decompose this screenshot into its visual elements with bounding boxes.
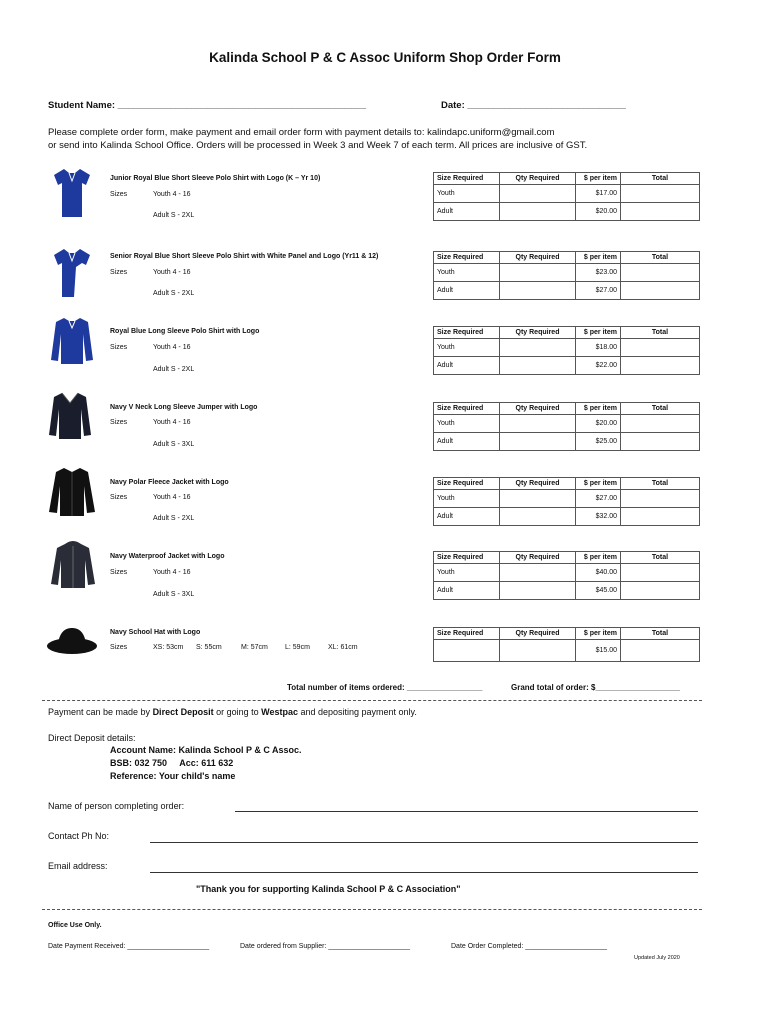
deposit-heading: Direct Deposit details:	[48, 733, 136, 743]
total-input[interactable]	[621, 640, 700, 662]
divider	[42, 700, 702, 701]
total-header: Total	[621, 628, 700, 640]
instructions-line-1: Please complete order form, make payment and email order form with payment details to: kalindapc.uniform@gmail.com	[48, 127, 555, 138]
size-cell: Youth	[434, 185, 500, 203]
name-input[interactable]	[235, 811, 698, 812]
qty-header: Qty Required	[500, 403, 576, 415]
date-field[interactable]: Date: ______________________________	[441, 100, 626, 111]
payment-text: and depositing payment only.	[297, 707, 417, 717]
price-cell: $17.00	[576, 185, 621, 203]
long-sleeve-polo-icon	[50, 316, 94, 366]
price-cell: $40.00	[576, 564, 621, 582]
price-cell: $18.00	[576, 339, 621, 357]
order-table	[433, 326, 700, 375]
size-header: Size Required	[434, 327, 500, 339]
total-input[interactable]	[621, 490, 700, 508]
size-cell: Adult	[434, 282, 500, 300]
qty-input[interactable]	[500, 282, 576, 300]
qty-input[interactable]	[500, 433, 576, 451]
hat-size-xs: XS: 53cm	[153, 644, 184, 651]
size-cell: Youth	[434, 264, 500, 282]
phone-input[interactable]	[150, 842, 698, 843]
instructions-line-2: or send into Kalinda School Office. Orders will be processed in Week 3 and Week 7 of each term. All prices are inclusive of GST.	[48, 140, 588, 151]
order-table	[433, 551, 700, 600]
product-title: Navy Waterproof Jacket with Logo	[110, 553, 225, 560]
date-ordered-field[interactable]: Date ordered from Supplier: _____________________	[240, 943, 411, 950]
youth-sizes: Youth 4 - 16	[153, 494, 191, 501]
email-label: Email address:	[48, 861, 108, 871]
size-cell: Youth	[434, 415, 500, 433]
divider	[42, 909, 702, 910]
westpac-text: Westpac	[261, 707, 298, 717]
bsb-account: BSB: 032 750 Acc: 611 632	[110, 758, 234, 768]
hat-size-xl: XL: 61cm	[328, 644, 358, 651]
total-header: Total	[621, 478, 700, 490]
sizes-label: Sizes	[110, 419, 128, 426]
size-header: Size Required	[434, 478, 500, 490]
adult-sizes: Adult S - 2XL	[153, 366, 195, 373]
price-cell: $25.00	[576, 433, 621, 451]
waterproof-jacket-icon	[50, 540, 96, 590]
adult-sizes: Adult S - 2XL	[153, 515, 195, 522]
size-cell: Adult	[434, 582, 500, 600]
qty-input[interactable]	[500, 185, 576, 203]
total-header: Total	[621, 327, 700, 339]
product-title: Navy School Hat with Logo	[110, 629, 201, 636]
price-cell: $20.00	[576, 203, 621, 221]
qty-header: Qty Required	[500, 173, 576, 185]
page-title: Kalinda School P & C Assoc Uniform Shop Order Form	[209, 50, 561, 65]
price-cell: $32.00	[576, 508, 621, 526]
order-table	[433, 627, 700, 662]
price-header: $ per item	[576, 628, 621, 640]
order-table	[433, 172, 700, 221]
size-cell: Youth	[434, 339, 500, 357]
grand-total-field[interactable]: Grand total of order: $___________________	[511, 683, 680, 692]
size-cell: Adult	[434, 433, 500, 451]
qty-input[interactable]	[500, 640, 576, 662]
sizes-label: Sizes	[110, 344, 128, 351]
size-cell: Adult	[434, 203, 500, 221]
qty-input[interactable]	[500, 508, 576, 526]
product-title: Royal Blue Long Sleeve Polo Shirt with Logo	[110, 328, 260, 335]
sizes-label: Sizes	[110, 644, 128, 651]
price-cell: $27.00	[576, 490, 621, 508]
qty-input[interactable]	[500, 415, 576, 433]
product-title: Junior Royal Blue Short Sleeve Polo Shirt with Logo (K – Yr 10)	[110, 175, 321, 182]
total-input[interactable]	[621, 582, 700, 600]
youth-sizes: Youth 4 - 16	[153, 419, 191, 426]
qty-header: Qty Required	[500, 252, 576, 264]
total-input[interactable]	[621, 185, 700, 203]
size-cell: Youth	[434, 490, 500, 508]
qty-input[interactable]	[500, 339, 576, 357]
size-cell: Adult	[434, 508, 500, 526]
qty-header: Qty Required	[500, 628, 576, 640]
price-header: $ per item	[576, 252, 621, 264]
product-title: Senior Royal Blue Short Sleeve Polo Shirt with White Panel and Logo (Yr11 & 12)	[110, 253, 379, 260]
fleece-jacket-icon	[48, 466, 96, 518]
size-header: Size Required	[434, 552, 500, 564]
total-header: Total	[621, 173, 700, 185]
price-cell: $27.00	[576, 282, 621, 300]
qty-input[interactable]	[500, 582, 576, 600]
reference: Reference: Your child's name	[110, 771, 236, 781]
phone-label: Contact Ph No:	[48, 831, 110, 841]
total-input[interactable]	[621, 264, 700, 282]
qty-header: Qty Required	[500, 552, 576, 564]
total-input[interactable]	[621, 433, 700, 451]
order-table	[433, 402, 700, 451]
size-header: Size Required	[434, 173, 500, 185]
qty-input[interactable]	[500, 357, 576, 375]
total-input[interactable]	[621, 282, 700, 300]
thank-you-message: "Thank you for supporting Kalinda School P & C Association"	[196, 884, 461, 894]
qty-input[interactable]	[500, 564, 576, 582]
school-hat-icon	[46, 624, 98, 656]
total-input[interactable]	[621, 357, 700, 375]
total-input[interactable]	[621, 508, 700, 526]
youth-sizes: Youth 4 - 16	[153, 191, 191, 198]
price-cell: $45.00	[576, 582, 621, 600]
price-cell: $23.00	[576, 264, 621, 282]
hat-size-s: S: 55cm	[196, 644, 222, 651]
instructions	[48, 126, 587, 152]
size-input[interactable]	[434, 640, 500, 662]
price-cell: $15.00	[576, 640, 621, 662]
jumper-icon	[48, 391, 92, 441]
youth-sizes: Youth 4 - 16	[153, 569, 191, 576]
sizes-label: Sizes	[110, 191, 128, 198]
adult-sizes: Adult S - 3XL	[153, 441, 195, 448]
size-cell: Youth	[434, 564, 500, 582]
price-header: $ per item	[576, 173, 621, 185]
payment-text: Payment can be made by	[48, 707, 153, 717]
total-input[interactable]	[621, 415, 700, 433]
size-header: Size Required	[434, 252, 500, 264]
hat-size-m: M: 57cm	[241, 644, 268, 651]
youth-sizes: Youth 4 - 16	[153, 269, 191, 276]
qty-header: Qty Required	[500, 478, 576, 490]
product-title: Navy V Neck Long Sleeve Jumper with Logo	[110, 404, 258, 411]
total-input[interactable]	[621, 203, 700, 221]
total-header: Total	[621, 252, 700, 264]
payment-line	[48, 707, 417, 717]
student-name-field[interactable]: Student Name: _______________________________________________	[48, 100, 366, 111]
total-header: Total	[621, 403, 700, 415]
sizes-label: Sizes	[110, 494, 128, 501]
size-header: Size Required	[434, 403, 500, 415]
adult-sizes: Adult S - 2XL	[153, 212, 195, 219]
sizes-label: Sizes	[110, 569, 128, 576]
email-input[interactable]	[150, 872, 698, 873]
adult-sizes: Adult S - 3XL	[153, 591, 195, 598]
size-cell: Adult	[434, 357, 500, 375]
senior-polo-shirt-icon	[52, 247, 92, 299]
price-cell: $22.00	[576, 357, 621, 375]
price-header: $ per item	[576, 552, 621, 564]
order-table	[433, 477, 700, 526]
youth-sizes: Youth 4 - 16	[153, 344, 191, 351]
hat-size-l: L: 59cm	[285, 644, 310, 651]
price-header: $ per item	[576, 478, 621, 490]
price-cell: $20.00	[576, 415, 621, 433]
qty-input[interactable]	[500, 490, 576, 508]
total-input[interactable]	[621, 339, 700, 357]
qty-header: Qty Required	[500, 327, 576, 339]
adult-sizes: Adult S - 2XL	[153, 290, 195, 297]
price-header: $ per item	[576, 403, 621, 415]
qty-input[interactable]	[500, 264, 576, 282]
product-title: Navy Polar Fleece Jacket with Logo	[110, 479, 229, 486]
sizes-label: Sizes	[110, 269, 128, 276]
name-label: Name of person completing order:	[48, 801, 185, 811]
size-header: Size Required	[434, 628, 500, 640]
total-items-field[interactable]: Total number of items ordered: _________________	[287, 683, 483, 692]
account-name: Account Name: Kalinda School P & C Assoc.	[110, 745, 302, 755]
direct-deposit-text: Direct Deposit	[152, 707, 214, 717]
total-input[interactable]	[621, 564, 700, 582]
total-header: Total	[621, 552, 700, 564]
price-header: $ per item	[576, 327, 621, 339]
order-table	[433, 251, 700, 300]
junior-polo-shirt-icon	[52, 167, 92, 219]
date-completed-field[interactable]: Date Order Completed: _____________________	[451, 943, 608, 950]
updated-note: Updated July 2020	[634, 955, 680, 961]
date-payment-received-field[interactable]: Date Payment Received: _____________________	[48, 943, 210, 950]
office-use-heading: Office Use Only.	[48, 922, 102, 929]
qty-input[interactable]	[500, 203, 576, 221]
payment-text: or going to	[213, 707, 262, 717]
